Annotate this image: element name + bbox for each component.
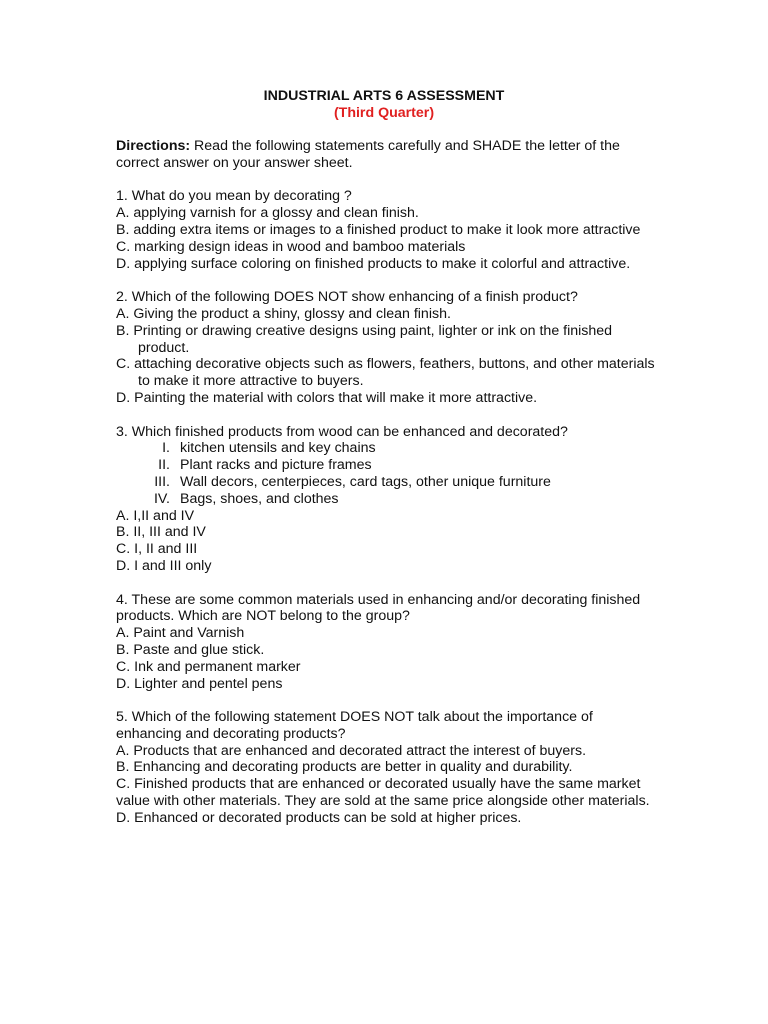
roman-numeral: II. [158,457,170,474]
page-title: INDUSTRIAL ARTS 6 ASSESSMENT [263,88,505,104]
directions [116,138,656,172]
question-stem: 5. Which of the following statement DOES NOT talk about the importance of enhancing and decorating products? [116,709,593,742]
question-3 [116,424,656,575]
page-subtitle: (Third Quarter) [333,105,435,121]
option-b: B. adding extra items or images to a finished product to make it look more attractive [116,221,641,238]
question-1 [116,188,656,272]
option-d: D. I and III only [116,557,212,574]
option-a: A. Paint and Varnish [116,625,245,642]
option-a: A. Products that are enhanced and decorated attract the interest of buyers. [116,742,587,759]
option-c: C. I, II and III [116,541,198,558]
directions-label: Directions: [116,138,191,154]
option-c: C. marking design ideas in wood and bamboo materials [116,238,466,255]
document-body [116,138,656,827]
question-stem: 1. What do you mean by decorating ? [116,188,352,205]
option-c: C. Finished products that are enhanced or decorated usually have the same market value with other materials. They are sold at the same price alongside other materials. [116,776,650,810]
roman-numeral: IV. [153,490,170,507]
directions-text: Read the following statements carefully and SHADE the letter of the correct answer on your answer sheet. [116,138,620,171]
option-d: D. Lighter and pentel pens [116,675,283,692]
roman-numeral: I. [162,440,170,457]
option-c: C. attaching decorative objects such as flowers, feathers, buttons, and other materials to make it more attractive to buyers. [116,356,655,390]
roman-text: Wall decors, centerpieces, card tags, other unique furniture [180,473,551,490]
question-5 [116,709,656,827]
option-b: B. Printing or drawing creative designs using paint, lighter or ink on the finished product. [116,322,613,356]
option-b: B. Enhancing and decorating products are better in quality and durability. [116,759,573,776]
roman-item-1 [116,440,656,457]
option-d: D. applying surface coloring on finished products to make it colorful and attractive. [116,255,631,272]
option-d: D. Painting the material with colors that will make it more attractive. [116,389,538,406]
option-a: A. I,II and IV [116,507,195,524]
question-stem: 4. These are some common materials used in enhancing and/or decorating finished products. Which are NOT belong to the group? [116,591,641,625]
option-c: C. Ink and permanent marker [116,658,301,675]
question-stem: 3. Which finished products from wood can be enhanced and decorated? [116,423,568,440]
question-4 [116,592,656,693]
option-a: A. applying varnish for a glossy and clean finish. [116,205,419,222]
roman-text: kitchen utensils and key chains [180,440,376,457]
roman-numeral: III. [154,473,170,490]
option-b: B. Paste and glue stick. [116,641,265,658]
question-2 [116,289,656,407]
roman-text: Plant racks and picture frames [180,457,372,474]
option-b: B. II, III and IV [116,524,206,541]
roman-text: Bags, shoes, and clothes [180,490,339,507]
option-a: A. Giving the product a shiny, glossy and clean finish. [116,305,451,322]
question-stem: 2. Which of the following DOES NOT show enhancing of a finish product? [116,289,578,306]
roman-item-3 [116,474,656,491]
option-d: D. Enhanced or decorated products can be sold at higher prices. [116,809,522,826]
roman-item-4 [116,491,656,508]
roman-item-2 [116,457,656,474]
